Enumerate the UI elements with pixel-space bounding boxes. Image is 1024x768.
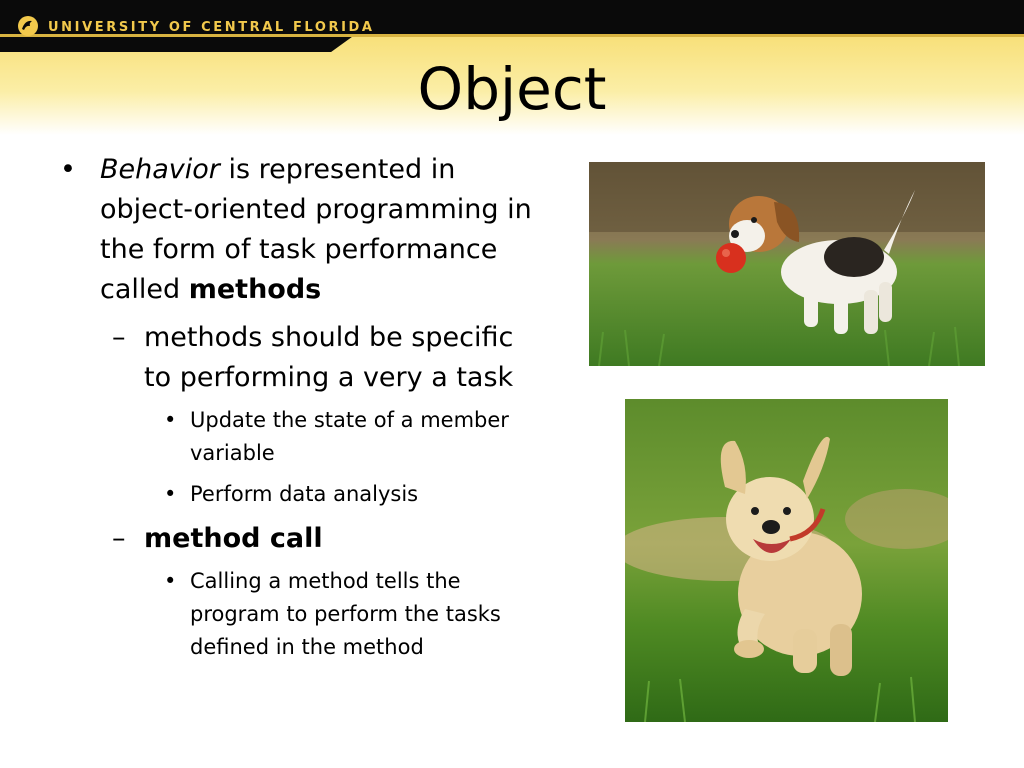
calling-method-text: Calling a method tells the program to perform the tasks defined in the method [190,569,501,659]
bullet-marker: • [60,154,76,185]
dash-marker: – [112,523,126,554]
sub-sub-bullet-data-analysis [60,478,540,511]
methods-term: methods [188,274,322,305]
bullet-behavior [60,150,540,310]
data-analysis-text: Perform data analysis [190,482,419,506]
slide-title: Object [417,55,607,123]
bullet-marker: • [164,482,177,506]
behavior-term: Behavior [100,154,220,185]
sub-bullet-method-call [60,519,540,559]
update-state-text: Update the state of a member variable [190,408,509,465]
sub-sub-bullet-update-state [60,404,540,470]
pegasus-logo-icon [16,14,40,38]
beagle-puppy-image [589,162,985,366]
university-brand: UNIVERSITY OF CENTRAL FLORIDA [48,20,375,35]
methods-text: methods should be specific to performing a very a task [144,322,514,393]
dash-marker: – [112,322,126,353]
slide-content [60,150,540,672]
bullet-marker: • [164,569,177,593]
sub-sub-bullet-calling-method [60,565,540,664]
golden-puppy-image [625,399,948,722]
sub-bullet-methods [60,318,540,398]
method-call-term: method call [144,523,323,554]
bullet-marker: • [164,408,177,432]
behavior-text: is represented in object-oriented programming in the form of task performance called [100,154,532,305]
